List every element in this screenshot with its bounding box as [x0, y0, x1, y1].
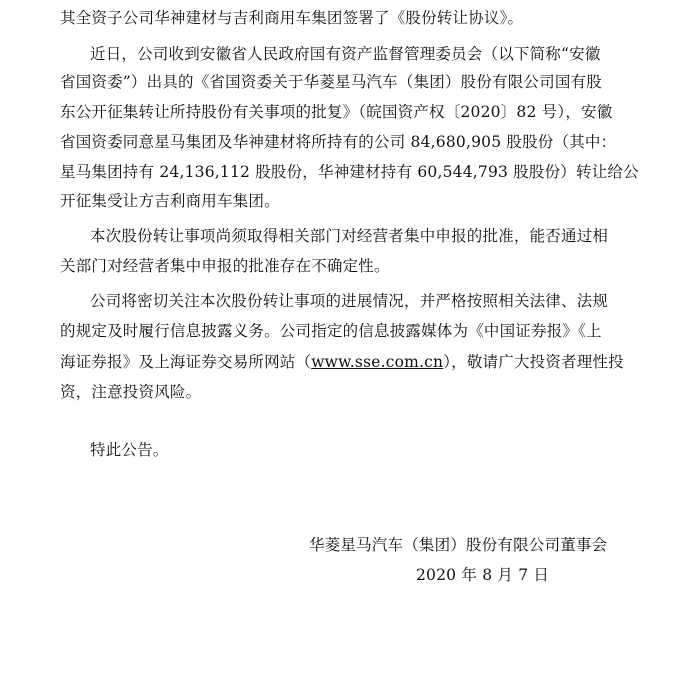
signature-date: 2020 年 8 月 7 日 — [416, 566, 550, 584]
paragraph-line-with-link — [60, 352, 624, 372]
paragraph-line: 关部门对经营者集中申报的批准存在不确定性。 — [60, 257, 390, 275]
signature-company: 华菱星马汽车（集团）股份有限公司董事会 — [309, 536, 608, 554]
sse-website-link[interactable]: www.sse.com.cn — [311, 353, 444, 371]
paragraph-line: 其全资子公司华神建材与吉利商用车集团签署了《股份转让协议》。 — [60, 9, 524, 27]
paragraph-line: 星马集团持有 24,136,112 股股份，华神建材持有 60,544,793 股股份）转让给公 — [60, 163, 639, 181]
paragraph-line: 公司将密切关注本次股份转让事项的进展情况，并严格按照相关法律、法规 — [90, 292, 609, 310]
paragraph-line: 的规定及时履行信息披露义务。公司指定的信息披露媒体为《中国证券报》《上 — [60, 322, 602, 340]
paragraph-line: 资，注意投资风险。 — [60, 383, 202, 401]
paragraph-line: 开征集受让方吉利商用车集团。 — [60, 192, 280, 210]
paragraph-line: 近日，公司收到安徽省人民政府国有资产监督管理委员会（以下简称“安徽 — [90, 45, 601, 63]
paragraph-line: 东公开征集转让所持股份有关事项的批复》（皖国资产权〔2020〕82 号），安徽 — [60, 103, 613, 121]
text-segment: ），敬请广大投资者理性投 — [443, 353, 624, 371]
closing-remark: 特此公告。 — [90, 441, 169, 459]
paragraph-line: 省国资委同意星马集团及华神建材将所持有的公司 84,680,905 股股份（其中： — [60, 133, 617, 151]
text-segment: 海证券报》及上海证券交易所网站（ — [60, 353, 312, 371]
paragraph-line: 本次股份转让事项尚须取得相关部门对经营者集中申报的批准，能否通过相 — [90, 227, 609, 245]
paragraph-line: 省国资委”）出具的《省国资委关于华菱星马汽车（集团）股份有限公司国有股 — [60, 73, 602, 91]
